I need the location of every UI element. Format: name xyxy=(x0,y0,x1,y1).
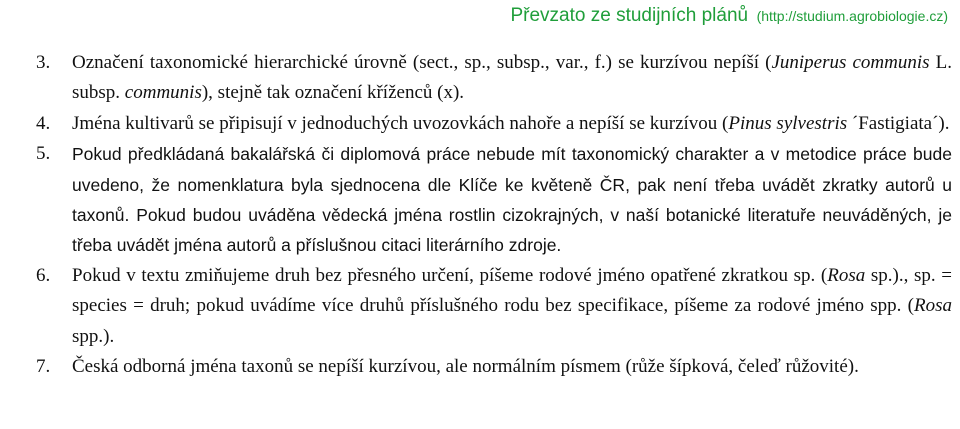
taxon-name: Juniperus communis xyxy=(771,52,930,73)
guidelines-list xyxy=(36,48,952,382)
list-item-7 xyxy=(36,352,952,382)
source-header xyxy=(510,5,948,27)
item-text xyxy=(72,139,952,261)
item-number: 5. xyxy=(36,143,51,165)
item-number: 7. xyxy=(36,356,51,378)
list-item-6 xyxy=(36,261,952,352)
text-segment: ), stejně tak označení kříženců (x). xyxy=(201,82,465,104)
text-segment: Pokud předkládaná bakalářská či diplomová práce nebude mít taxonomický charakter a v metodice práce bude uvedeno, že nomenklatura byla sjednocena dle Klíče ke květeně ČR, pak není třeba uvádět zkratky autorů u taxonů. Pokud budou uváděna vědecká jména rostlin cizokrajných, v naší botanické literatuře neuváděných, je třeba uvádět jména autorů a příslušnou citaci literárního zdroje. xyxy=(72,144,952,256)
list-item-4 xyxy=(36,109,952,139)
taxon-name: Rosa xyxy=(914,295,952,317)
source-url[interactable]: (http://studium.agrobiologie.cz) xyxy=(756,8,948,24)
item-text xyxy=(72,48,952,109)
text-segment: Pokud v textu zmiňujeme druh bez přesného určení, píšeme rodové jméno opatřené zkratkou sp. ( xyxy=(72,264,828,286)
taxon-name: communis xyxy=(124,82,202,104)
item-text xyxy=(72,261,952,352)
item-number: 4. xyxy=(36,112,51,134)
taxon-name: Pinus sylvestris xyxy=(728,112,848,134)
text-segment: Jména kultivarů se připisují v jednoduchých uvozovkách nahoře a nepíší se kurzívou ( xyxy=(72,112,729,134)
taxon-name: Rosa xyxy=(827,264,866,286)
text-segment: Označení taxonomické hierarchické úrovně (sect., sp., subsp., var., f.) se kurzívou nepíší ( xyxy=(72,52,772,73)
item-text xyxy=(72,109,952,139)
item-number: 3. xyxy=(36,52,51,73)
text-segment: Česká odborná jména taxonů se nepíší kurzívou, ale normálním písmem (růže šípková, čeleď růžovité). xyxy=(72,356,859,378)
source-title: Převzato ze studijních plánů xyxy=(510,5,749,26)
list-item-5 xyxy=(36,139,952,261)
text-segment: spp.). xyxy=(72,325,115,347)
text-segment: ´Fastigiata´). xyxy=(847,112,950,134)
item-text xyxy=(72,352,952,382)
list-item-3 xyxy=(36,48,952,109)
item-number: 6. xyxy=(36,264,51,286)
text-segment: sp.)., sp. = species = druh; pokud uvádíme více druhů příslušného rodu bez specifikace, píšeme za rodové jméno spp. ( xyxy=(72,264,952,317)
text-segment: L. subsp. xyxy=(72,52,953,104)
